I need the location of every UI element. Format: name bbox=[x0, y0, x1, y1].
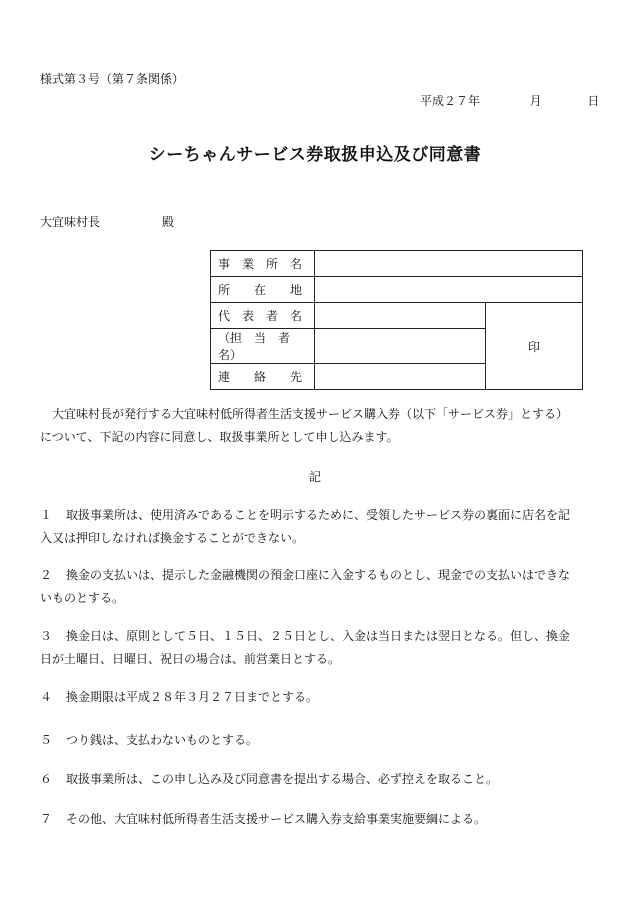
seal-cell[interactable] bbox=[486, 303, 583, 390]
item-text: つり銭は、支払わないものとする。 bbox=[66, 733, 259, 747]
field-contact-person[interactable] bbox=[315, 329, 486, 364]
list-item bbox=[40, 729, 592, 752]
addressee-name: 大宜味村長 bbox=[40, 215, 101, 229]
table-row bbox=[211, 277, 583, 303]
intro-line-1: 大宜味村長が発行する大宜味村低所得者生活支援サービス購入券（以下「サービス券」とする） bbox=[52, 407, 569, 421]
item-number: ４ bbox=[40, 690, 53, 704]
item-number: ７ bbox=[40, 812, 53, 826]
ki-heading: 記 bbox=[308, 470, 321, 484]
form-number: 様式第３号（第７条関係） bbox=[40, 72, 185, 86]
date-era-year: 平成２７年 bbox=[420, 94, 481, 108]
seal-label: 印 bbox=[527, 339, 540, 354]
item-number: ２ bbox=[40, 568, 53, 582]
field-business-name[interactable] bbox=[315, 251, 583, 277]
date-day: 日 bbox=[587, 94, 600, 108]
list-item bbox=[40, 564, 592, 610]
list-item bbox=[40, 686, 592, 709]
item-number: ５ bbox=[40, 733, 53, 747]
item-number: １ bbox=[40, 508, 53, 522]
list-item bbox=[40, 625, 592, 671]
date-month: 月 bbox=[529, 94, 542, 108]
item-text: 取扱事業所は、使用済みであることを明示するために、受領したサービス券の裏面に店名を記 bbox=[66, 508, 571, 522]
list-item bbox=[40, 504, 592, 550]
field-phone[interactable] bbox=[315, 364, 486, 390]
label-representative: 代 表 者 名 bbox=[211, 303, 315, 329]
table-row bbox=[211, 251, 583, 277]
intro-paragraph bbox=[40, 403, 592, 449]
list-item bbox=[40, 808, 592, 831]
document-title: シーちゃんサービス券取扱申込及び同意書 bbox=[148, 145, 482, 165]
list-item bbox=[40, 768, 592, 791]
table-row bbox=[211, 303, 583, 329]
label-business-name: 事 業 所 名 bbox=[211, 251, 315, 277]
label-address: 所 在 地 bbox=[211, 277, 315, 303]
label-phone: 連 絡 先 bbox=[211, 364, 315, 390]
item-text: 換金の支払いは、提示した金融機関の預金口座に入金するものとし、現金での支払いはできな bbox=[66, 568, 571, 582]
intro-line-2: について、下記の内容に同意し、取扱事業所として申し込みます。 bbox=[40, 430, 399, 444]
label-contact-person: （担 当 者 名） bbox=[211, 329, 315, 364]
field-address[interactable] bbox=[315, 277, 583, 303]
addressee-honorific: 殿 bbox=[162, 215, 175, 229]
date-line bbox=[420, 92, 599, 109]
item-text: 取扱事業所は、この申し込み及び同意書を提出する場合、必ず控えを取ること。 bbox=[66, 772, 499, 786]
item-text: 換金日は、原則として５日、１５日、２５日とし、入金は当日または翌日となる。但し、換金 bbox=[66, 629, 571, 643]
item-number: ３ bbox=[40, 629, 53, 643]
applicant-info-table bbox=[210, 250, 583, 390]
item-text: 換金期限は平成２８年３月２７日までとする。 bbox=[66, 690, 319, 704]
item-text-cont: 日が土曜日、日曜日、祝日の場合は、前営業日とする。 bbox=[40, 652, 341, 666]
addressee bbox=[40, 213, 174, 230]
item-text-cont: 入又は押印しなければ換金することができない。 bbox=[40, 531, 305, 545]
item-text-cont: いものとする。 bbox=[40, 591, 125, 605]
field-representative[interactable] bbox=[315, 303, 486, 329]
item-number: ６ bbox=[40, 772, 53, 786]
item-text: その他、大宜味村低所得者生活支援サービス購入券支給事業実施要綱による。 bbox=[66, 812, 487, 826]
